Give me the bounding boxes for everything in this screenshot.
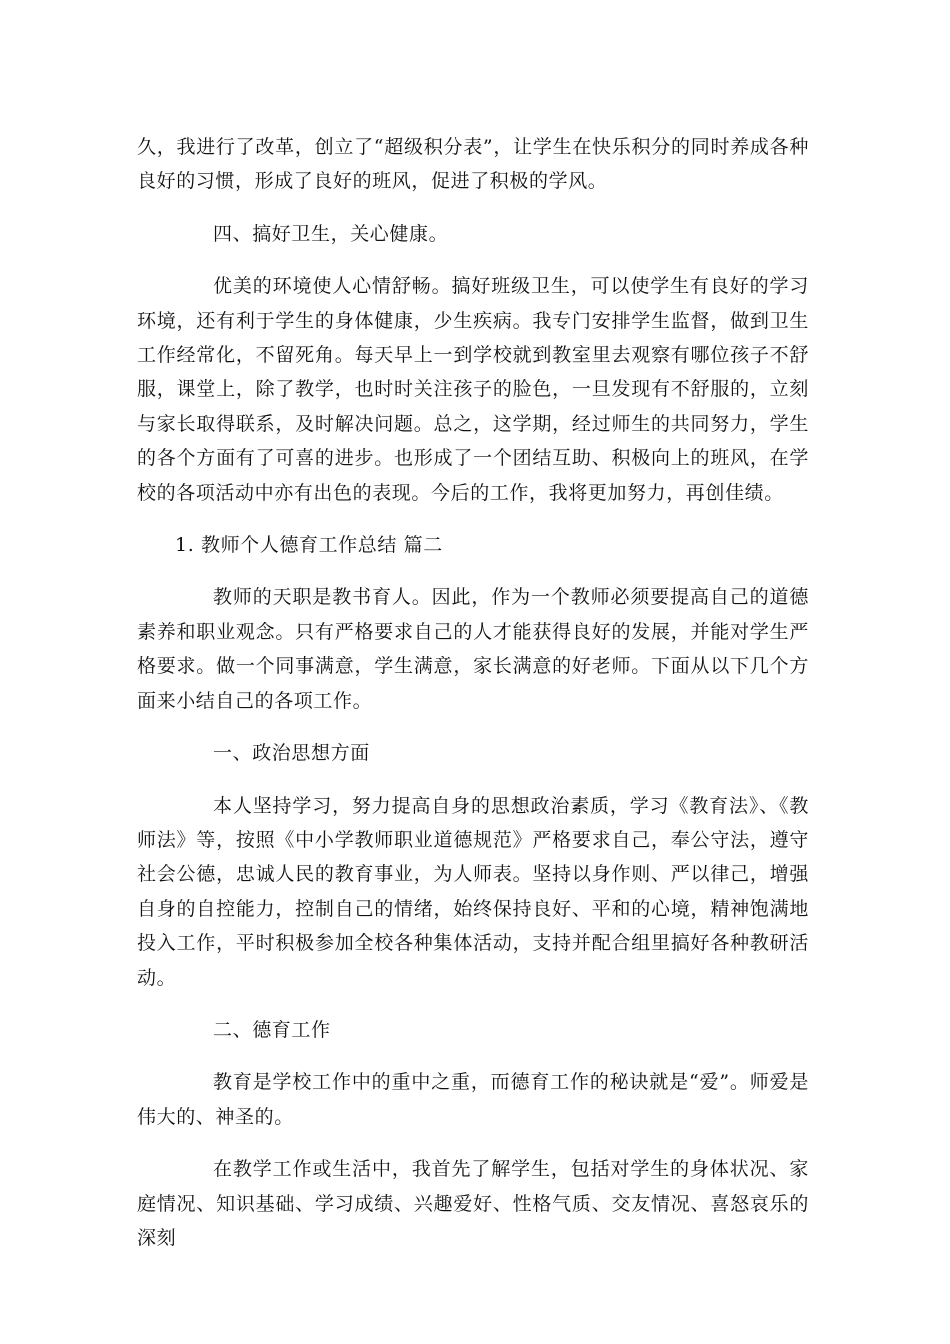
paragraph-moral-love: 教育是学校工作中的重中之重，而德育工作的秘诀就是“爱”。师爱是伟大的、神圣的。	[137, 1071, 809, 1128]
paragraph-continuation: 久，我进行了改革，创立了“超级积分表”，让学生在快乐积分的同时养成各种良好的习惯，形成了良好的班风，促进了积极的学风。	[137, 136, 809, 193]
paragraph-hygiene: 优美的环境使人心情舒畅。搞好班级卫生，可以使学生有良好的学习环境，还有利于学生的身体健康，少生疾病。我专门安排学生监督，做到卫生工作经常化，不留死角。每天早上一到学校就到教室里去观察有哪位孩子不舒服，课堂上，除了教学，也时时关注孩子的脸色，一旦发现有不舒服的，立刻与家长取得联系，及时解决问题。总之，这学期，经过师生的共同努力，学生的各个方面有了可喜的进步。也形成了一个团结互助、积极向上的班风，在学校的各项活动中亦有出色的表现。今后的工作，我将更加努力，再创佳绩。	[137, 275, 809, 504]
paragraph-know-students: 在教学工作或生活中，我首先了解学生，包括对学生的身体状况、家庭情况、知识基础、学习成绩、兴趣爱好、性格气质、交友情况、喜怒哀乐的深刻	[137, 1158, 809, 1249]
section-heading-political: 一、政治思想方面	[213, 742, 370, 765]
article-title-part-two: 1. 教师个人德育工作总结 篇二	[175, 534, 443, 557]
paragraph-political: 本人坚持学习，努力提高自身的思想政治素质，学习《教育法》、《教师法》等，按照《中小学教师职业道德规范》严格要求自己，奉公守法，遵守社会公德，忠诚人民的教育事业，为人师表。坚持以身作则、严以律己，增强自身的自控能力，控制自己的情绪，始终保持良好、平和的心境，精神饱满地投入工作，平时积极参加全校各种集体活动，支持并配合组里搞好各种教研活动。	[137, 794, 809, 989]
section-heading-moral: 二、德育工作	[213, 1018, 331, 1041]
section-heading-hygiene: 四、搞好卫生，关心健康。	[213, 222, 449, 245]
document-body	[137, 130, 809, 1255]
paragraph-intro: 教师的天职是教书育人。因此，作为一个教师必须要提高自己的道德素养和职业观念。只有严格要求自己的人才能获得良好的发展，并能对学生严格要求。做一个同事满意，学生满意，家长满意的好老师。下面从以下几个方面来小结自己的各项工作。	[137, 586, 809, 712]
